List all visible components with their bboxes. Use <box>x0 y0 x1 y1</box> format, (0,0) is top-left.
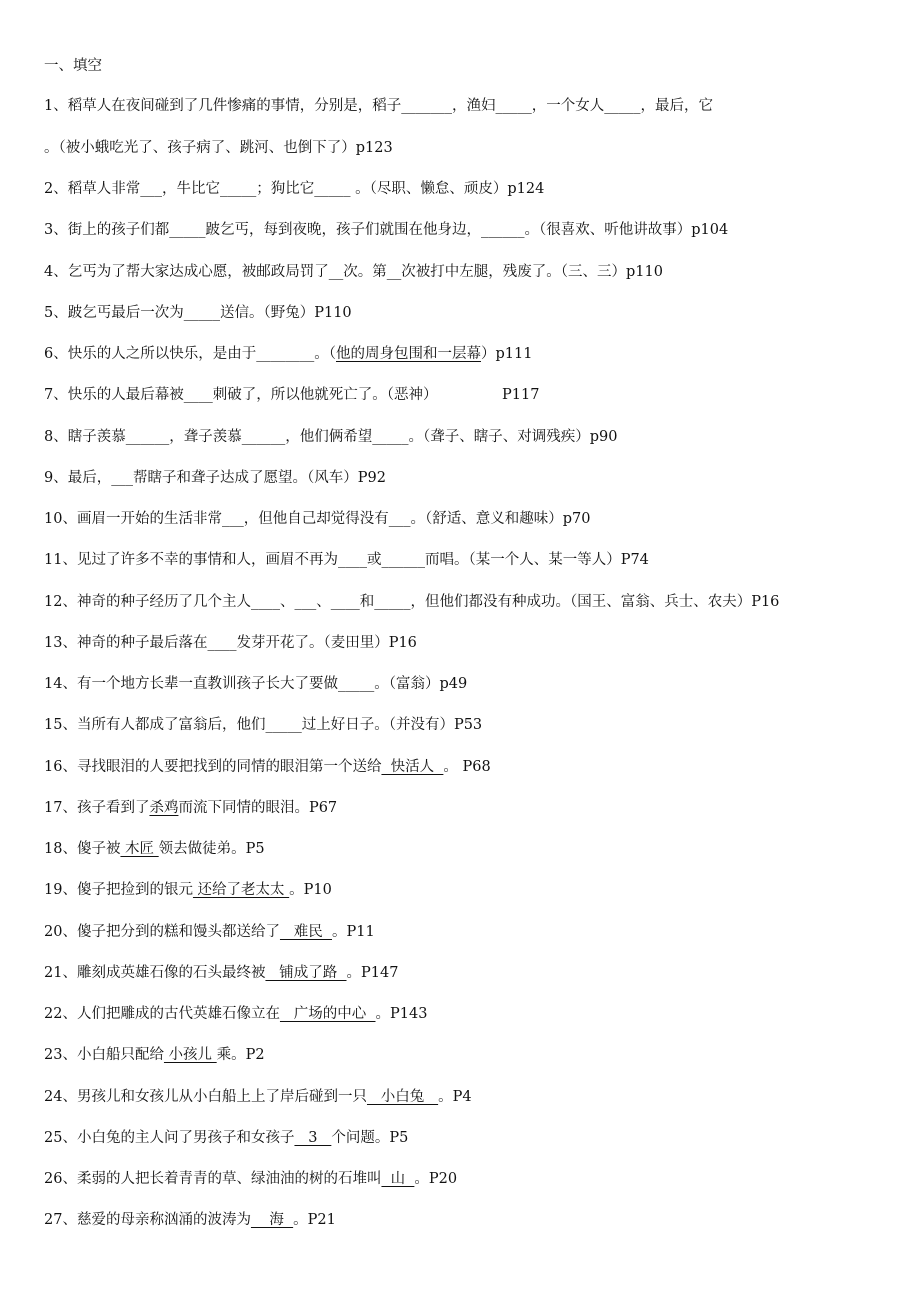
question-text: 24、男孩儿和女孩儿从小白船上上了岸后碰到一只 <box>44 1089 367 1105</box>
question-text: 。 P68 <box>443 759 491 775</box>
question-line <box>44 1211 336 1229</box>
question-text: 23、小白船只配给 <box>44 1047 164 1063</box>
question-line <box>44 551 649 569</box>
question-line <box>44 716 482 734</box>
question-text: 25、小白兔的主人问了男孩子和女孩子 <box>44 1130 295 1146</box>
question-text: 。P21 <box>293 1212 336 1228</box>
question-text: 5、跛乞丐最后一次为_____送信。（野兔）P110 <box>44 305 352 321</box>
question-text: 19、傻子把捡到的银元 <box>44 882 193 898</box>
question-line <box>44 840 265 858</box>
answer-underlined: 小白兔 <box>366 1089 439 1105</box>
answer-underlined: 海 <box>250 1212 294 1228</box>
question-text: 14、有一个地方长辈一直教训孩子长大了要做_____。（富翁）p49 <box>44 676 468 692</box>
question-line <box>44 1046 265 1064</box>
question-text: 领去做徒弟。P5 <box>158 841 265 857</box>
answer-underlined: 广场的中心 <box>279 1006 376 1022</box>
question-text: 3、街上的孩子们都_____跛乞丐，每到夜晚，孩子们就围在他身边，______。（很喜欢、听他讲故事）p104 <box>44 222 729 238</box>
question-text: 1、稻草人在夜间碰到了几件惨痛的事情，分别是，稻子_______，渔妇_____，一个女人_____，最后，它 <box>44 98 713 114</box>
question-line <box>44 97 713 115</box>
question-line <box>44 386 539 404</box>
question-text: ）p111 <box>480 346 533 362</box>
question-text: 17、孩子看到了 <box>44 800 150 816</box>
question-line <box>44 675 467 693</box>
question-text: 2、稻草人非常___，牛比它_____；狗比它_____ 。（尽职、懒怠、顽皮）p124 <box>44 181 545 197</box>
question-text: 13、神奇的种子最后落在____发芽开花了。（麦田里）P16 <box>44 635 417 651</box>
question-line <box>44 1088 472 1106</box>
question-text: 而流下同情的眼泪。P67 <box>178 800 338 816</box>
question-line <box>44 221 728 239</box>
question-text: 。P143 <box>375 1006 428 1022</box>
question-text: 18、傻子被 <box>44 841 121 857</box>
question-line <box>44 923 375 941</box>
question-text: 26、柔弱的人把长着青青的草、绿油油的树的石堆叫 <box>44 1171 382 1187</box>
question-text: 6、快乐的人之所以快乐，是由于________。（ <box>44 346 336 362</box>
question-text: 9、最后，___帮瞎子和聋子达成了愿望。（风车）P92 <box>44 470 386 486</box>
question-text: 。P4 <box>438 1089 472 1105</box>
question-text: 27、慈爱的母亲称汹涌的波涛为 <box>44 1212 251 1228</box>
question-text: 。P147 <box>346 965 399 981</box>
question-line <box>44 304 352 322</box>
question-line <box>44 139 393 157</box>
question-text: 4、乞丐为了帮大家达成心愿，被邮政局罚了__次。第__次被打中左腿，残废了。（三、三）p110 <box>44 264 663 280</box>
question-line <box>44 964 398 982</box>
question-line <box>44 428 617 446</box>
question-text: 乘。P2 <box>216 1047 265 1063</box>
question-line <box>44 1129 408 1147</box>
question-text: 。P20 <box>414 1171 458 1187</box>
question-text: 20、傻子把分到的糕和馒头都送给了 <box>44 924 280 940</box>
question-text: 22、人们把雕成的古代英雄石像立在 <box>44 1006 280 1022</box>
question-text: 。P11 <box>332 924 375 940</box>
question-text: 21、雕刻成英雄石像的石头最终被 <box>44 965 266 981</box>
question-line <box>44 758 491 776</box>
answer-underlined: 快活人 <box>381 759 444 775</box>
answer-underlined: 山 <box>381 1171 415 1187</box>
question-text: 12、神奇的种子经历了几个主人____、___、____和_____，但他们都没有种成功。（国王、富翁、兵士、农夫）P16 <box>44 594 780 610</box>
question-line <box>44 593 779 611</box>
question-line <box>44 469 386 487</box>
question-line <box>44 1005 427 1023</box>
question-line <box>44 180 544 198</box>
question-line <box>44 881 332 899</box>
question-text: 15、当所有人都成了富翁后，他们_____过上好日子。（并没有）P53 <box>44 717 483 733</box>
question-text: 8、瞎子羡慕______，聋子羡慕______，他们俩希望_____。（聋子、瞎子、对调残疾）p90 <box>44 429 618 445</box>
question-text: 个问题。P5 <box>331 1130 409 1146</box>
section-title: 一、填空 <box>44 58 102 74</box>
answer-underlined: 铺成了路 <box>265 965 347 981</box>
answer-underlined: 难民 <box>279 924 332 940</box>
question-line <box>44 799 337 817</box>
answer-underlined: 他的周身包围和一层幕 <box>335 346 481 362</box>
question-text: 。P10 <box>289 882 332 898</box>
question-text: 7、快乐的人最后幕被____刺破了，所以他就死亡了。（恶神） P117 <box>44 387 540 403</box>
question-line <box>44 263 663 281</box>
answer-underlined: 还给了老太太 <box>192 882 290 898</box>
answer-underlined: 小孩儿 <box>163 1047 217 1063</box>
question-text: 。（被小蛾吃光了、孩子病了、跳河、也倒下了）p123 <box>44 140 393 156</box>
question-text: 10、画眉一开始的生活非常___，但他自己却觉得没有___。（舒适、意义和趣味）p70 <box>44 511 591 527</box>
answer-underlined: 杀鸡 <box>149 800 179 816</box>
question-text: 16、寻找眼泪的人要把找到的同情的眼泪第一个送给 <box>44 759 382 775</box>
answer-underlined: 3 <box>294 1130 332 1146</box>
question-line <box>44 510 590 528</box>
question-text: 11、见过了许多不幸的事情和人，画眉不再为____或______而唱。（某一个人、某一等人）P74 <box>44 552 649 568</box>
answer-underlined: 木匠 <box>120 841 159 857</box>
question-line <box>44 345 532 363</box>
question-line <box>44 634 417 652</box>
question-line <box>44 1170 457 1188</box>
